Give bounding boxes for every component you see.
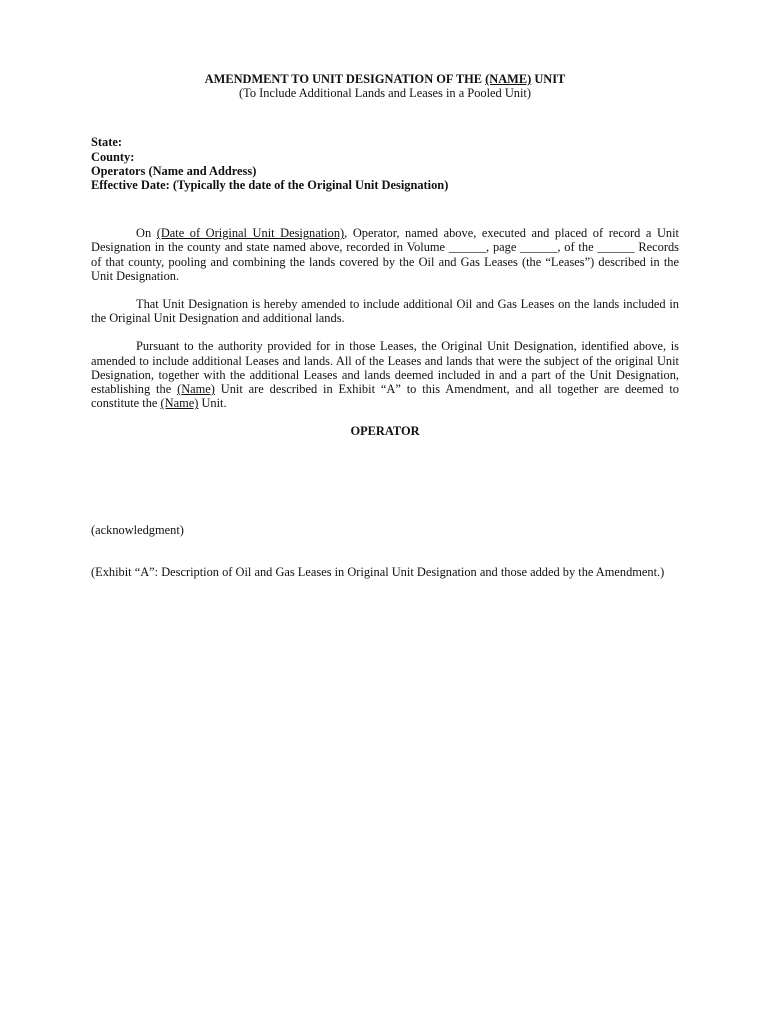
state-field: State: — [91, 135, 122, 150]
paragraph1-lead: On — [136, 226, 157, 241]
exhibit-note: (Exhibit “A”: Description of Oil and Gas Leases in Original Unit Designation and those added by the Amendment.) — [91, 564, 665, 579]
document-title — [91, 72, 679, 86]
paragraph3-part1: Pursuant to the authority provided for in those Leases, the Original Unit Designation, identified above, is amended to include additional Leases and lands. All of the Leases and lands that were the subject of the original Unit Designation, together with the additional Leases and lands deemed included in and a part of the Unit Designation, establishing the — [91, 339, 679, 397]
unit-name-placeholder-2: (Name) — [160, 396, 199, 411]
title-name-placeholder: (NAME) — [485, 72, 532, 86]
paragraph1-rest: , Operator, named above, executed and placed of record a Unit Designation in the county and state named above, recorded in Volume ______, page ______, of the ______ Records of that county, pooling and combining the lands covered by the Oil and Gas Leases (the “Leases”) described in the Unit Designation. — [91, 226, 679, 283]
operators-field: Operators (Name and Address) — [91, 163, 257, 178]
county-field: County: — [91, 149, 135, 164]
effective-date-field: Effective Date: (Typically the date of the Original Unit Designation) — [91, 178, 449, 193]
header-fields — [91, 135, 679, 192]
paragraph3-part2: Unit are described in Exhibit “A” to this Amendment, and all together are deemed to constitute the — [91, 382, 680, 411]
operator-signature-label: OPERATOR — [350, 424, 420, 439]
unit-name-placeholder-1: (Name) — [177, 382, 215, 397]
title-suffix: UNIT — [531, 72, 566, 86]
date-placeholder: (Date of Original Unit Designation) — [156, 226, 345, 241]
paragraph-amendment: That Unit Designation is hereby amended to include additional Oil and Gas Leases on the lands included in the Original Unit Designation and additional lands. — [91, 297, 679, 326]
paragraph3-part3: Unit. — [198, 396, 227, 411]
document-page — [91, 72, 679, 579]
paragraph-authority — [91, 339, 679, 410]
title-prefix: AMENDMENT TO UNIT DESIGNATION OF THE — [204, 72, 486, 86]
paragraph-original-designation — [91, 226, 679, 283]
document-subtitle: (To Include Additional Lands and Leases in a Pooled Unit) — [239, 86, 531, 101]
acknowledgment-note: (acknowledgment) — [91, 522, 184, 537]
